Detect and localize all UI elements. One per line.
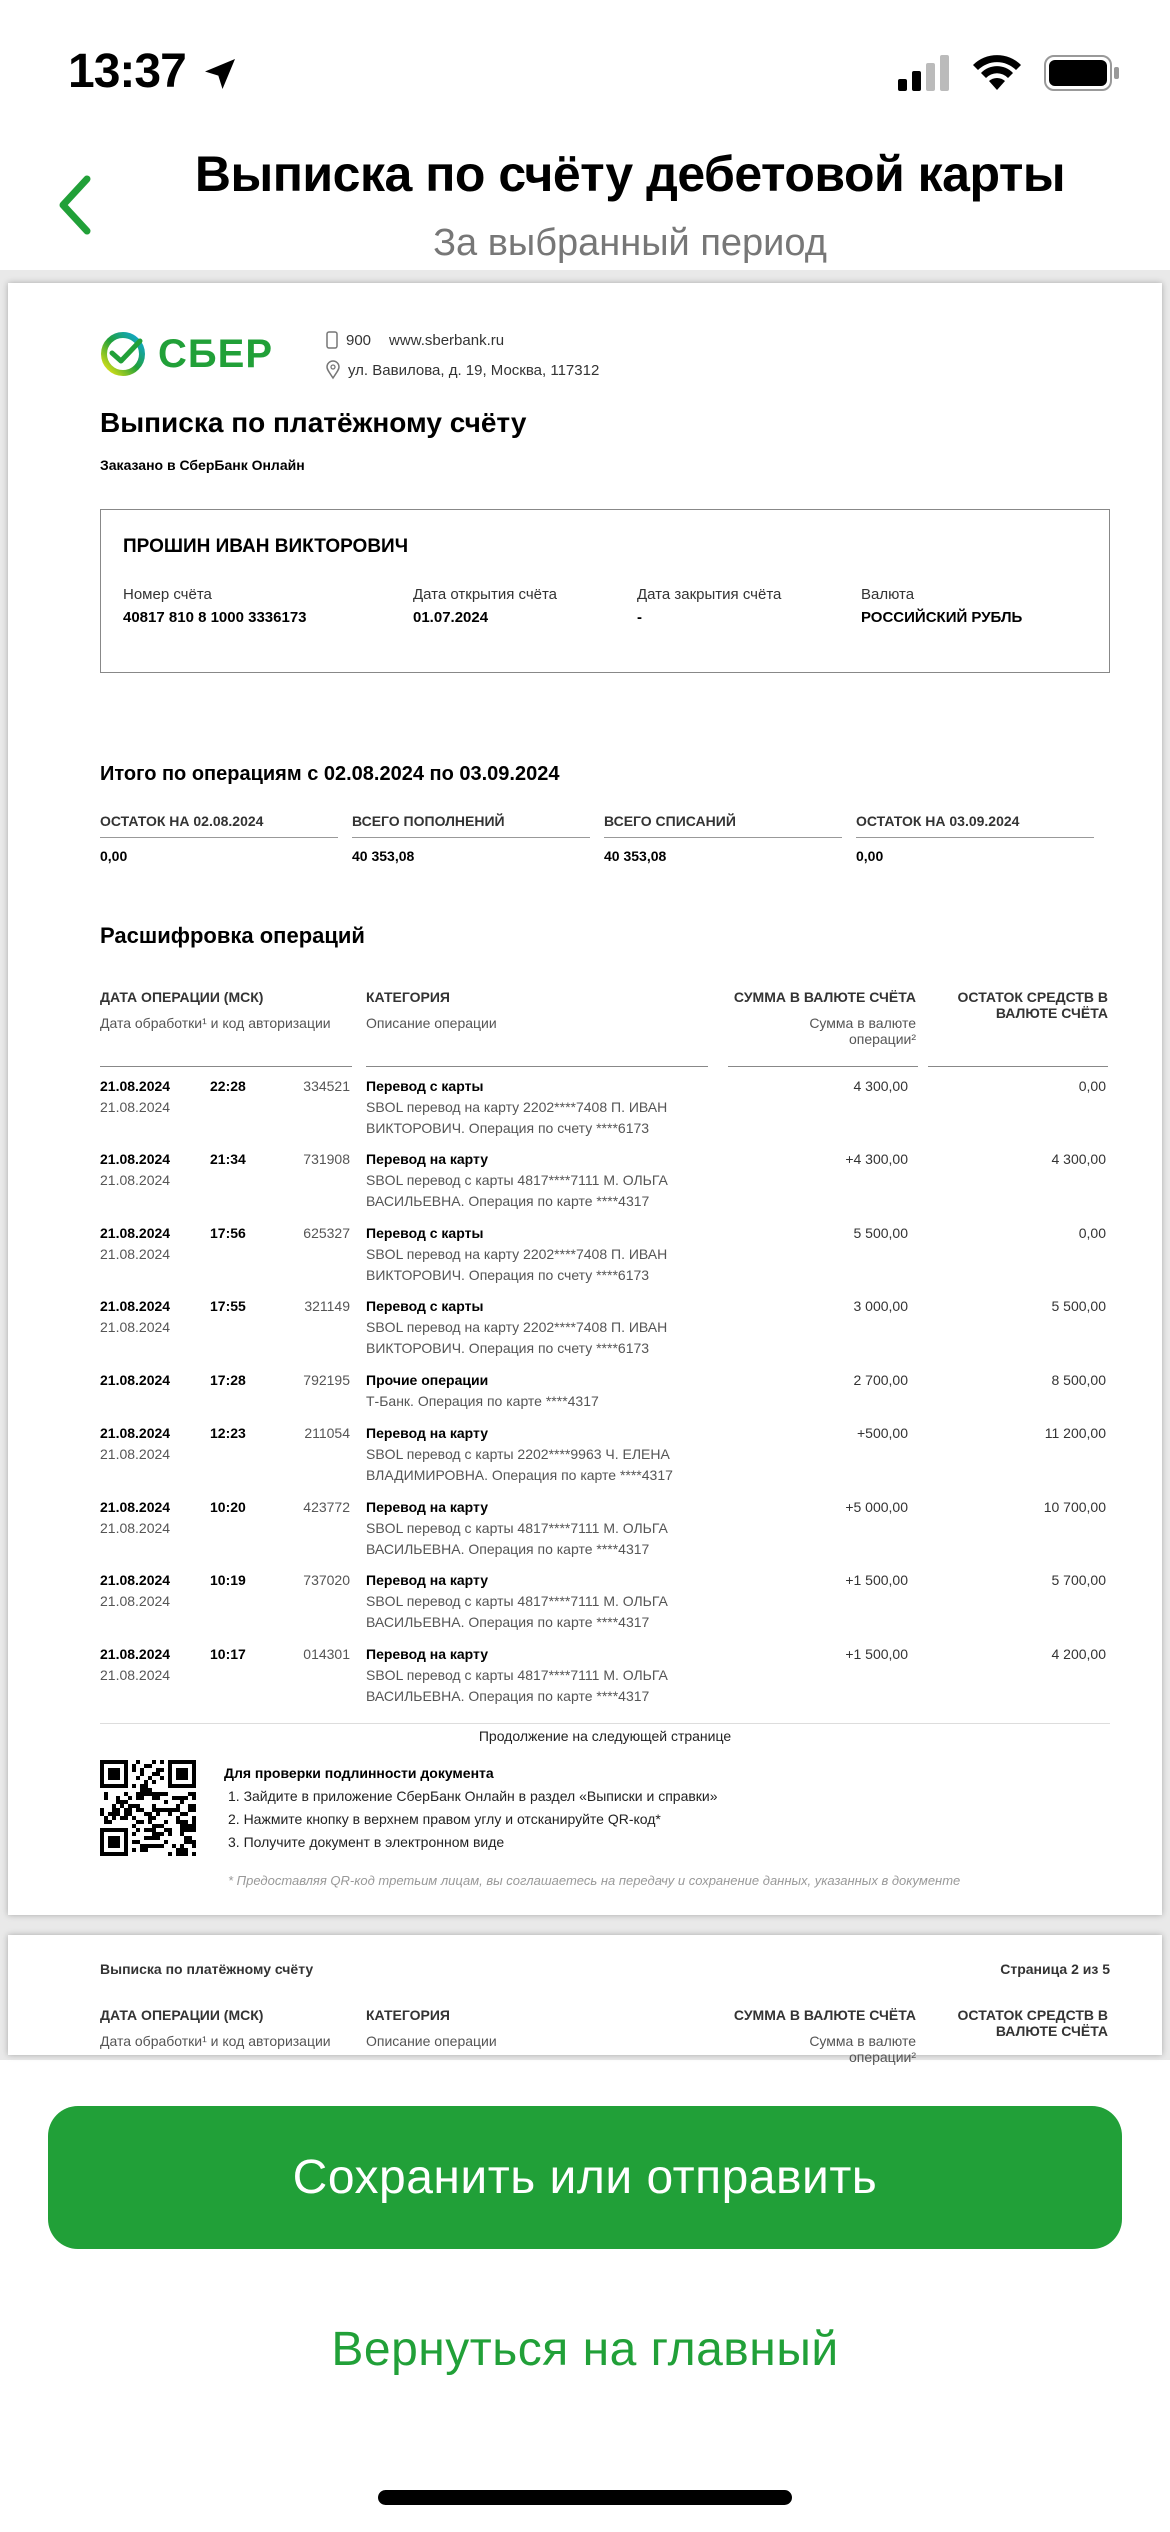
op-date: 21.08.2024 <box>100 1225 171 1241</box>
return-home-link[interactable]: Вернуться на главный <box>331 2323 839 2376</box>
operations-title: Расшифровка операций <box>100 923 365 948</box>
open-date-field: Дата открытия счёта 01.07.2024 <box>413 586 558 626</box>
op-description: SBOL перевод на карту 2202****7408 П. ИВАН ВИКТОРОВИЧ. Операция по счету ****6173 <box>366 1246 668 1283</box>
op-category: Перевод с карты <box>366 1298 484 1314</box>
col-head-date: ДАТА ОПЕРАЦИИ (МСК) Дата обработки¹ и код авторизации <box>100 2007 331 2049</box>
document-page-1 <box>8 283 1162 1915</box>
page-subtitle: За выбранный период <box>433 222 827 264</box>
owner-name: ПРОШИН ИВАН ВИКТОРОВИЧ <box>123 536 409 557</box>
op-date: 21.08.2024 <box>100 1572 171 1588</box>
back-button[interactable] <box>40 160 110 250</box>
verify-title: Для проверки подлинности документа <box>224 1765 494 1781</box>
total-credits: ВСЕГО ПОПОЛНЕНИЙ 40 353,08 <box>352 813 590 864</box>
wifi-icon <box>972 54 1022 92</box>
op-date2: 21.08.2024 <box>100 1520 171 1536</box>
op-date: 21.08.2024 <box>100 1499 171 1515</box>
status-bar <box>0 0 1170 150</box>
op-date: 21.08.2024 <box>100 1078 171 1094</box>
status-time: 13:37 <box>68 45 186 98</box>
op-sum: +500,00 <box>857 1425 908 1441</box>
op-category: Перевод на карту <box>366 1572 489 1588</box>
op-time: 21:34 <box>210 1151 246 1167</box>
head-divider <box>100 1066 352 1067</box>
col-head-sum: СУММА В ВАЛЮТЕ СЧЁТА Сумма в валюте операции² <box>733 989 916 1047</box>
op-sum: 2 700,00 <box>853 1372 908 1388</box>
op-date2: 21.08.2024 <box>100 1446 171 1462</box>
op-description: Т-Банк. Операция по карте ****4317 <box>366 1393 599 1409</box>
op-category: Прочие операции <box>366 1372 489 1388</box>
verify-step: 1. Зайдите в приложение СберБанк Онлайн в раздел «Выписки и справки» <box>228 1788 718 1804</box>
op-category: Перевод с карты <box>366 1225 484 1241</box>
op-category: Перевод на карту <box>366 1151 489 1167</box>
col-head-sum: СУММА В ВАЛЮТЕ СЧЁТА Сумма в валюте операции² <box>733 2007 916 2065</box>
verify-step: 3. Получите документ в электронном виде <box>228 1834 505 1850</box>
op-balance: 4 200,00 <box>1051 1646 1106 1662</box>
op-time: 10:19 <box>210 1572 246 1588</box>
address: ул. Вавилова, д. 19, Москва, 117312 <box>348 361 600 379</box>
chevron-left-icon <box>55 173 95 237</box>
op-sum: 3 000,00 <box>853 1298 908 1314</box>
total-debits: ВСЕГО СПИСАНИЙ 40 353,08 <box>604 813 842 864</box>
total-opening-balance: ОСТАТОК НА 02.08.2024 0,00 <box>100 813 338 864</box>
op-date2: 21.08.2024 <box>100 1319 171 1335</box>
op-code: 731908 <box>303 1151 350 1167</box>
contact-phone <box>326 331 504 349</box>
map-pin-icon <box>326 361 340 379</box>
op-code: 737020 <box>303 1572 350 1588</box>
contact-address <box>326 361 599 379</box>
op-balance: 5 500,00 <box>1051 1298 1106 1314</box>
sber-logo-icon <box>100 331 146 377</box>
qr-code-icon <box>100 1760 196 1856</box>
phone-icon <box>326 331 338 349</box>
page-number: Страница 2 из 5 <box>1000 1961 1110 1977</box>
head-divider <box>366 1066 708 1067</box>
phone-number: 900 <box>346 331 372 349</box>
op-sum: +1 500,00 <box>845 1572 908 1588</box>
op-balance: 0,00 <box>1078 1078 1106 1094</box>
op-category: Перевод на карту <box>366 1425 489 1441</box>
op-code: 014301 <box>303 1646 350 1662</box>
op-time: 17:28 <box>210 1372 246 1388</box>
currency-field: Валюта РОССИЙСКИЙ РУБЛЬ <box>861 586 1023 626</box>
col-head-balance: ОСТАТОК СРЕДСТВ В ВАЛЮТЕ СЧЁТА <box>957 2007 1108 2039</box>
status-icons <box>898 54 1120 92</box>
op-code: 625327 <box>303 1225 350 1241</box>
op-time: 17:56 <box>210 1225 246 1241</box>
col-head-category: КАТЕГОРИЯ Описание операции <box>366 989 497 1031</box>
verify-step: 2. Нажмите кнопку в верхнем правом углу и отсканируйте QR-код* <box>228 1811 661 1827</box>
op-sum: 4 300,00 <box>853 1078 908 1094</box>
location-arrow-icon <box>200 54 240 94</box>
op-date: 21.08.2024 <box>100 1298 171 1314</box>
close-date-field: Дата закрытия счёта - <box>637 586 782 626</box>
op-sum: +1 500,00 <box>845 1646 908 1662</box>
op-description: SBOL перевод с карты 4817****7111 М. ОЛЬГА ВАСИЛЬЕВНА. Операция по карте ****4317 <box>366 1172 668 1209</box>
document-title: Выписка по платёжному счёту <box>100 407 527 438</box>
op-time: 22:28 <box>210 1078 246 1094</box>
op-description: SBOL перевод на карту 2202****7408 П. ИВАН ВИКТОРОВИЧ. Операция по счету ****6173 <box>366 1099 668 1136</box>
op-category: Перевод на карту <box>366 1499 489 1515</box>
op-balance: 0,00 <box>1078 1225 1106 1241</box>
account-number-field: Номер счёта 40817 810 8 1000 3336173 <box>123 586 307 626</box>
website: www.sberbank.ru <box>389 331 505 349</box>
op-date2: 21.08.2024 <box>100 1099 171 1115</box>
document-page-2 <box>8 1935 1162 2065</box>
op-balance: 11 200,00 <box>1044 1425 1106 1441</box>
page2-title: Выписка по платёжному счёту <box>100 1961 314 1977</box>
op-sum: 5 500,00 <box>853 1225 908 1241</box>
home-indicator[interactable] <box>378 2490 792 2505</box>
op-balance: 5 700,00 <box>1051 1572 1106 1588</box>
op-date: 21.08.2024 <box>100 1372 171 1388</box>
op-code: 321149 <box>304 1298 350 1314</box>
op-date2: 21.08.2024 <box>100 1246 171 1262</box>
op-code: 334521 <box>303 1078 350 1094</box>
save-or-send-button[interactable]: Сохранить или отправить <box>48 2106 1122 2249</box>
op-code: 211054 <box>304 1425 350 1441</box>
continued-note: Продолжение на следующей странице <box>100 1723 1110 1744</box>
col-head-category: КАТЕГОРИЯ Описание операции <box>366 2007 497 2049</box>
op-description: SBOL перевод на карту 2202****7408 П. ИВАН ВИКТОРОВИЧ. Операция по счету ****6173 <box>366 1319 668 1356</box>
total-closing-balance: ОСТАТОК НА 03.09.2024 0,00 <box>856 813 1094 864</box>
op-balance: 4 300,00 <box>1051 1151 1106 1167</box>
account-owner-box <box>100 509 1110 673</box>
op-category: Перевод на карту <box>366 1646 489 1662</box>
col-head-date: ДАТА ОПЕРАЦИИ (МСК) Дата обработки¹ и код авторизации <box>100 989 331 1031</box>
cellular-signal-icon <box>898 55 950 91</box>
op-code: 792195 <box>303 1372 350 1388</box>
battery-icon <box>1044 55 1120 91</box>
op-description: SBOL перевод с карты 2202****9963 Ч. ЕЛЕНА ВЛАДИМИРОВНА. Операция по карте ****4317 <box>366 1446 673 1483</box>
op-code: 423772 <box>303 1499 350 1515</box>
totals-title: Итого по операциям с 02.08.2024 по 03.09.2024 <box>100 763 560 785</box>
head-divider <box>928 1066 1108 1067</box>
op-time: 17:55 <box>210 1298 246 1314</box>
qr-disclaimer: * Предоставляя QR-код третьим лицам, вы соглашаетесь на передачу и сохранение данных, указанных в документе <box>228 1873 961 1888</box>
op-sum: +5 000,00 <box>845 1499 908 1515</box>
op-date2: 21.08.2024 <box>100 1172 171 1188</box>
ordered-in: Заказано в СберБанк Онлайн <box>100 457 305 473</box>
head-divider <box>728 1066 918 1067</box>
op-category: Перевод с карты <box>366 1078 484 1094</box>
op-date: 21.08.2024 <box>100 1646 171 1662</box>
page-title: Выписка по счёту дебетовой карты <box>194 146 1066 202</box>
op-description: SBOL перевод с карты 4817****7111 М. ОЛЬГА ВАСИЛЬЕВНА. Операция по карте ****4317 <box>366 1520 668 1557</box>
op-description: SBOL перевод с карты 4817****7111 М. ОЛЬГА ВАСИЛЬЕВНА. Операция по карте ****4317 <box>366 1667 668 1704</box>
op-date2: 21.08.2024 <box>100 1667 171 1683</box>
col-head-balance: ОСТАТОК СРЕДСТВ В ВАЛЮТЕ СЧЁТА <box>957 989 1108 1021</box>
op-date: 21.08.2024 <box>100 1151 171 1167</box>
op-time: 10:20 <box>210 1499 246 1515</box>
sber-brand: СБЕР <box>158 331 273 376</box>
op-balance: 10 700,00 <box>1043 1499 1106 1515</box>
op-description: SBOL перевод с карты 4817****7111 М. ОЛЬГА ВАСИЛЬЕВНА. Операция по карте ****4317 <box>366 1593 668 1630</box>
op-balance: 8 500,00 <box>1051 1372 1106 1388</box>
op-time: 12:23 <box>210 1425 246 1441</box>
op-time: 10:17 <box>210 1646 246 1662</box>
sber-logo <box>100 331 273 377</box>
op-sum: +4 300,00 <box>845 1151 908 1167</box>
op-date2: 21.08.2024 <box>100 1593 171 1609</box>
op-date: 21.08.2024 <box>100 1425 171 1441</box>
